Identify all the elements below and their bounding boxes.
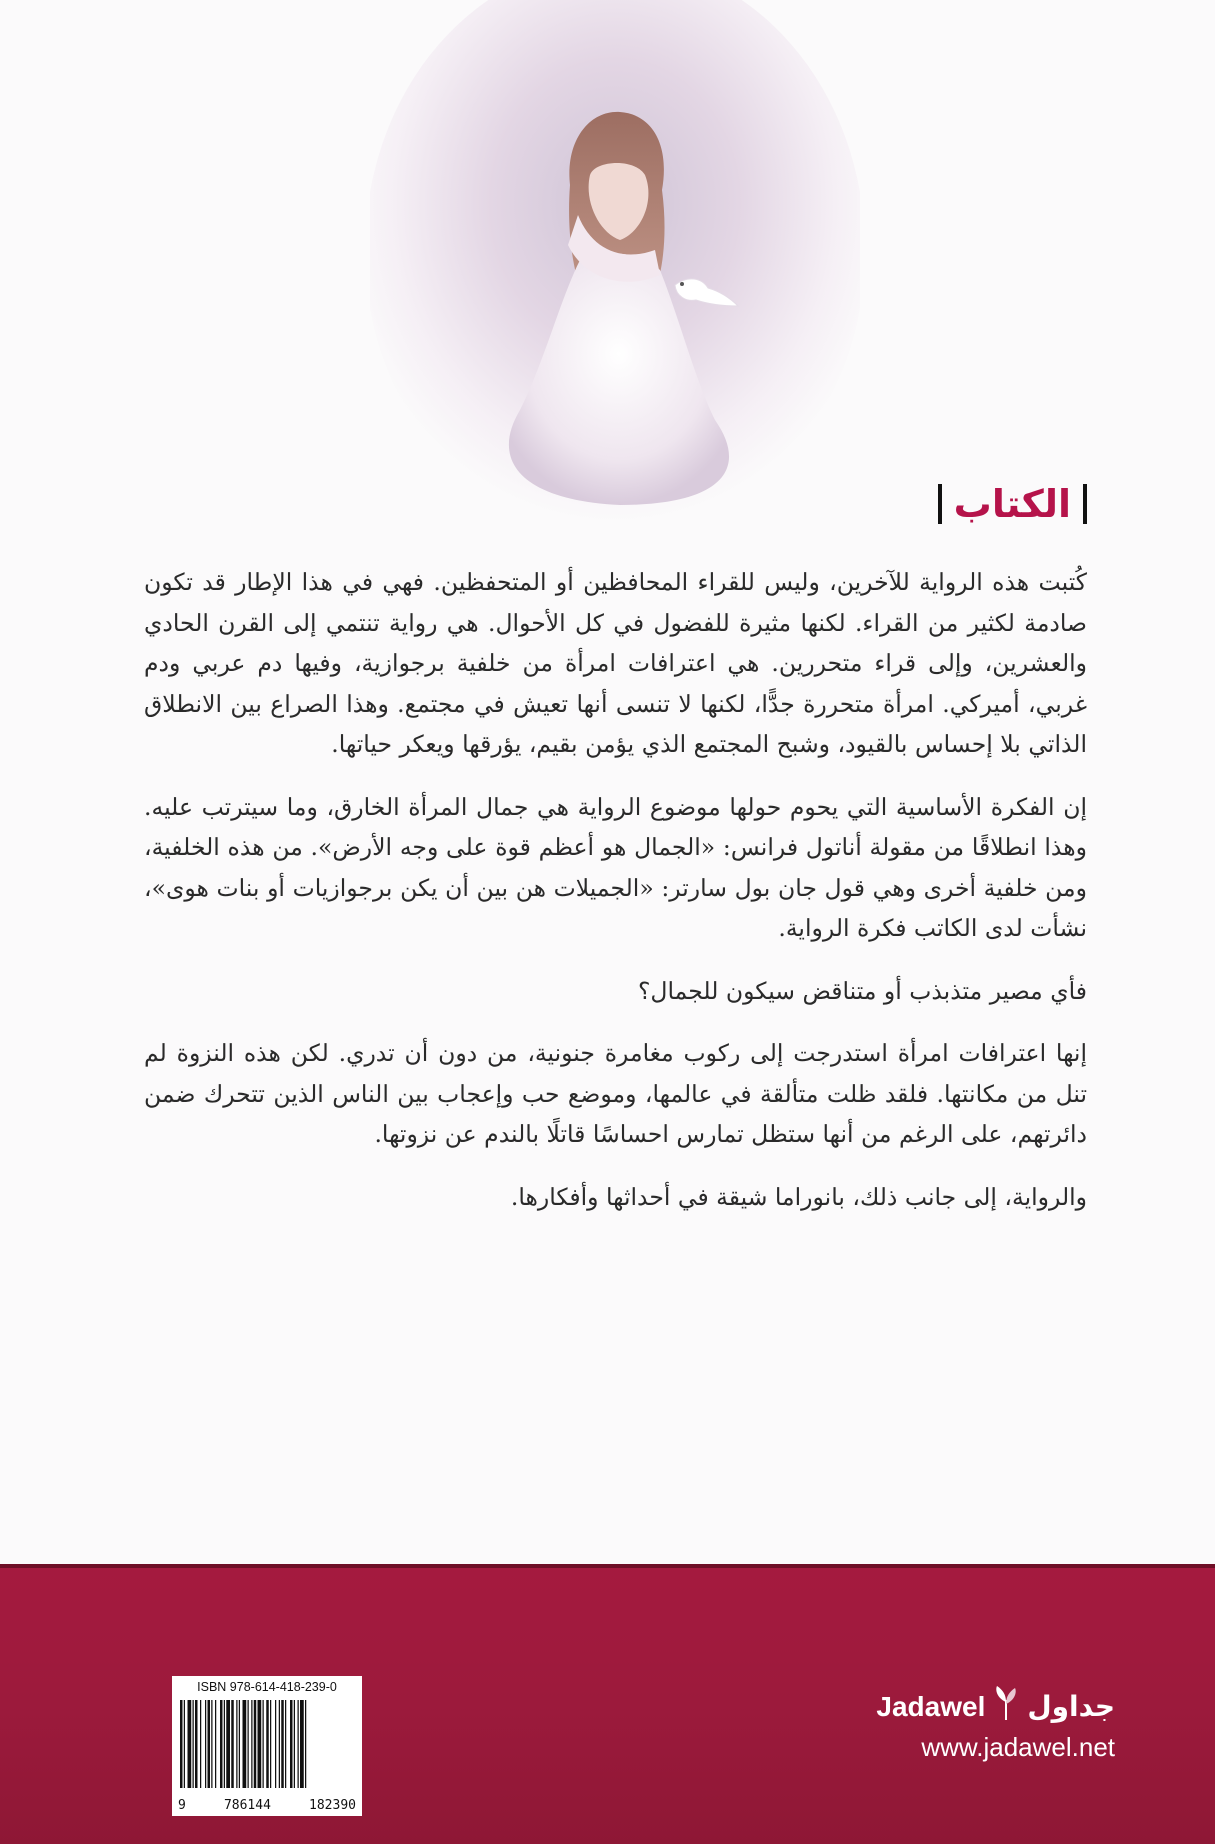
- barcode-bar: [294, 1700, 295, 1788]
- publisher-name-arabic: جداول: [1027, 1690, 1115, 1723]
- barcode-bar: [184, 1700, 185, 1788]
- barcode-digits: [172, 1798, 362, 1813]
- publisher-brand: [875, 1686, 1115, 1728]
- barcode-bar: [248, 1700, 249, 1788]
- barcode-bar: [215, 1700, 216, 1788]
- heading-bar-right: [1083, 484, 1087, 524]
- paragraph-1: كُتبت هذه الرواية للآخرين، وليس للقراء المحافظين أو المتحفظين. فهي في هذا الإطار قد تكون صادمة لكثير من القراء. لكنها مثيرة للفضول في كل الأحوال. هي رواية تنتمي إلى القرن الحادي والعشرين، وإلى قراء متحررين. هي اعترافات امرأة من خلفية برجوازية، وفيها دم عربي ودم غربي، أميركي. امرأة متحررة جدًّا، لكنها لا تنسى أنها تعيش في مجتمع. وهذا الصراع بين الانطلاق الذاتي بلا إحساس بالقيود، وشبح المجتمع الذي يؤمن بقيم، يؤرقها ويعكر حياتها.: [144, 568, 1087, 758]
- isbn-barcode: [172, 1676, 362, 1816]
- barcode-digit-first: 9: [178, 1798, 186, 1813]
- blurb-text: [144, 562, 1087, 1239]
- leaf-logo-icon: [993, 1686, 1019, 1728]
- isbn-label: ISBN 978-614-418-239-0: [197, 1680, 337, 1694]
- section-title: الكتاب: [953, 482, 1071, 526]
- barcode-bar: [258, 1700, 262, 1788]
- paragraph-5: والرواية، إلى جانب ذلك، بانوراما شيقة في أحداثها وأفكارها.: [510, 1182, 1087, 1211]
- barcode-bar: [279, 1700, 280, 1788]
- barcode-bar: [275, 1700, 276, 1788]
- barcode-bar: [239, 1700, 240, 1788]
- barcode-bar: [180, 1700, 183, 1788]
- barcode-bar: [270, 1700, 271, 1788]
- barcode-bar: [285, 1700, 286, 1788]
- barcode-bar: [200, 1700, 201, 1788]
- cover-photo-woman-crying: [370, 0, 860, 540]
- publisher-block: [875, 1686, 1115, 1764]
- barcode-bar: [231, 1700, 234, 1788]
- barcode-bar: [195, 1700, 198, 1788]
- heading-bar-left: [938, 484, 942, 524]
- barcode-bar: [281, 1700, 284, 1788]
- barcode-bar: [226, 1700, 230, 1788]
- barcode-bar: [300, 1700, 304, 1788]
- footer-top-edge: [0, 1564, 1215, 1568]
- barcode-bar: [290, 1700, 293, 1788]
- footer-band: [0, 1564, 1215, 1844]
- barcode-bar: [224, 1700, 225, 1788]
- section-heading: [938, 484, 1087, 524]
- barcode-bar: [236, 1700, 237, 1788]
- paragraph-3: فأي مصير متذبذب أو متناقض سيكون للجمال؟: [637, 976, 1087, 1005]
- paragraph-2: إن الفكرة الأساسية التي يحوم حولها موضوع الرواية هي جمال المرأة الخارق، وما سيترتب عليه. وهذا انطلاقًا من مقولة أناتول فرانس: «الجمال هو أعظم قوة على وجه الأرض». من هذه الخلفية، ومن خلفية أخرى وهي قول جان بول سارتر: «الجميلات هن بين أن يكن برجوازيات أو بنات هوى»، نشأت لدى الكاتب فكرة الرواية.: [144, 792, 1087, 942]
- barcode-bar: [220, 1700, 223, 1788]
- publisher-name-latin: Jadawel: [876, 1691, 986, 1722]
- barcode-bar: [251, 1700, 252, 1788]
- barcode-bar: [193, 1700, 194, 1788]
- barcode-digits-right: 182390: [309, 1798, 356, 1813]
- publisher-website[interactable]: www.jadawel.net: [921, 1732, 1115, 1762]
- barcode-digits-left: 786144: [223, 1798, 271, 1813]
- barcode-bars: [178, 1700, 356, 1788]
- barcode-bar: [298, 1700, 299, 1788]
- barcode-bar: [208, 1700, 211, 1788]
- barcode-bar: [266, 1700, 269, 1788]
- barcode-bar: [305, 1700, 306, 1788]
- barcode-bar: [263, 1700, 264, 1788]
- paragraph-4: إنها اعترافات امرأة استدرجت إلى ركوب مغامرة جنونية، من دون أن تدري. لكن هذه النزوة لم تنل من مكانتها. فلقد ظلت متألقة في عالمها، وموضع حب وإعجاب بين الناس الذين تتحرك ضمن دائرتهم، على الرغم من أنها ستظل تمارس احساسًا قاتلًا بالندم عن نزوتها.: [144, 1039, 1087, 1148]
- barcode-bar: [211, 1700, 212, 1788]
- barcode-bar: [188, 1700, 192, 1788]
- barcode-bar: [243, 1700, 247, 1788]
- barcode-bar: [254, 1700, 257, 1788]
- barcode-bar: [205, 1700, 206, 1788]
